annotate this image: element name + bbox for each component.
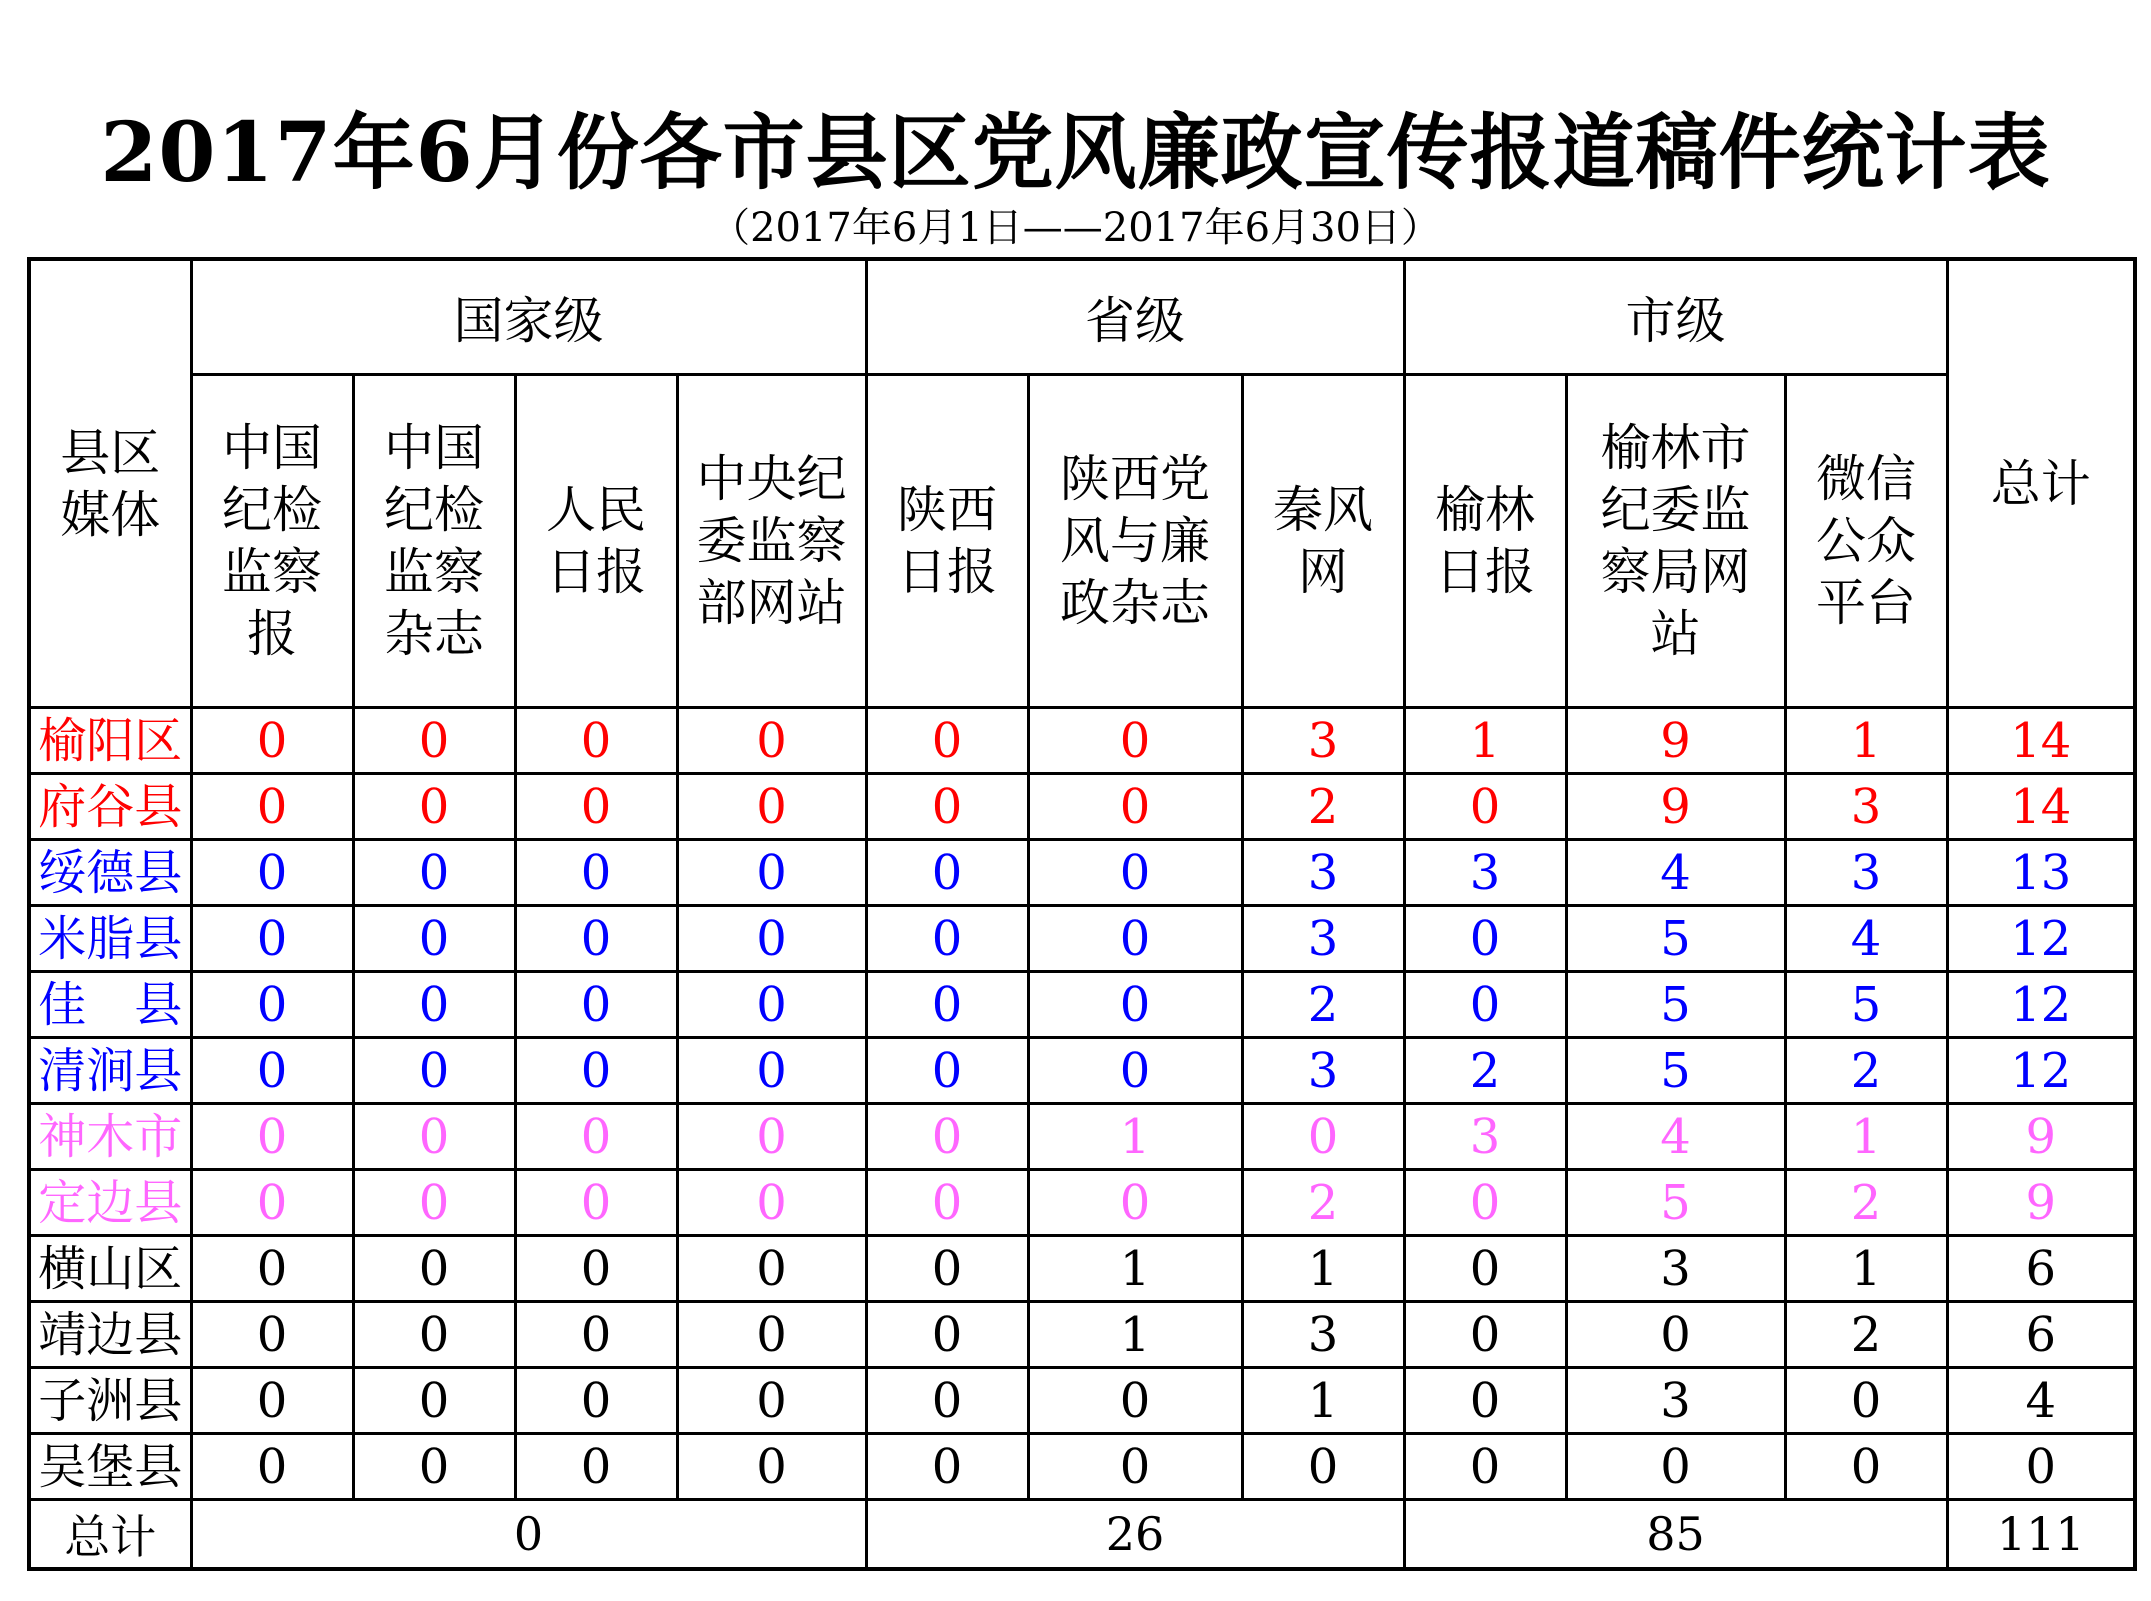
count-cell: 0 bbox=[191, 774, 353, 840]
row-total: 12 bbox=[1947, 1038, 2135, 1104]
row-total: 0 bbox=[1947, 1434, 2135, 1500]
table-row bbox=[29, 1434, 2135, 1500]
count-cell: 0 bbox=[1404, 1368, 1566, 1434]
count-cell: 0 bbox=[191, 1368, 353, 1434]
header-group-national: 国家级 bbox=[191, 259, 866, 375]
count-cell: 0 bbox=[1028, 972, 1242, 1038]
count-cell: 0 bbox=[866, 774, 1028, 840]
count-cell: 0 bbox=[1785, 1368, 1947, 1434]
count-cell: 1 bbox=[1028, 1302, 1242, 1368]
count-cell: 2 bbox=[1242, 774, 1404, 840]
count-cell: 0 bbox=[1028, 1170, 1242, 1236]
header-media-line: 日报 bbox=[546, 543, 646, 601]
header-media-line: 部网站 bbox=[696, 574, 847, 632]
table-row bbox=[29, 1170, 2135, 1236]
header-media-line: 纪委监 bbox=[1600, 481, 1751, 539]
header-media-line: 纪检 bbox=[222, 481, 322, 539]
count-cell: 0 bbox=[191, 1104, 353, 1170]
count-cell: 0 bbox=[353, 1170, 515, 1236]
count-cell: 0 bbox=[677, 1038, 866, 1104]
header-media-line: 日报 bbox=[1435, 543, 1536, 601]
count-cell: 0 bbox=[866, 1368, 1028, 1434]
table-row bbox=[29, 1104, 2135, 1170]
header-media-line: 站 bbox=[1650, 605, 1701, 663]
count-cell: 5 bbox=[1785, 972, 1947, 1038]
count-cell: 0 bbox=[677, 774, 866, 840]
count-cell: 2 bbox=[1785, 1038, 1947, 1104]
count-cell: 4 bbox=[1566, 840, 1785, 906]
count-cell: 0 bbox=[1028, 840, 1242, 906]
count-cell: 4 bbox=[1785, 906, 1947, 972]
count-cell: 0 bbox=[866, 1038, 1028, 1104]
count-cell: 0 bbox=[1404, 774, 1566, 840]
count-cell: 2 bbox=[1242, 972, 1404, 1038]
count-cell: 0 bbox=[1028, 774, 1242, 840]
header-media-line: 监察 bbox=[384, 543, 484, 601]
count-cell: 0 bbox=[1566, 1302, 1785, 1368]
header-media-line: 平台 bbox=[1816, 574, 1917, 632]
county-name: 定边县 bbox=[29, 1170, 191, 1236]
count-cell: 0 bbox=[1785, 1434, 1947, 1500]
header-media-1 bbox=[353, 375, 515, 708]
count-cell: 0 bbox=[353, 1236, 515, 1302]
count-cell: 0 bbox=[866, 840, 1028, 906]
count-cell: 0 bbox=[677, 708, 866, 774]
count-cell: 0 bbox=[191, 1236, 353, 1302]
count-cell: 0 bbox=[1404, 906, 1566, 972]
header-media-line: 公众 bbox=[1816, 512, 1917, 570]
count-cell: 5 bbox=[1566, 972, 1785, 1038]
count-cell: 0 bbox=[677, 1236, 866, 1302]
count-cell: 1 bbox=[1242, 1236, 1404, 1302]
date-range-subtitle: （2017年6月1日——2017年6月30日） bbox=[710, 205, 1441, 251]
table-row bbox=[29, 774, 2135, 840]
header-media-line: 报 bbox=[247, 605, 297, 663]
header-total: 总计 bbox=[1947, 259, 2135, 708]
subheader-row bbox=[29, 375, 2135, 708]
count-cell: 1 bbox=[1785, 1236, 1947, 1302]
count-cell: 0 bbox=[1242, 1104, 1404, 1170]
count-cell: 0 bbox=[515, 1368, 677, 1434]
count-cell: 0 bbox=[191, 1170, 353, 1236]
count-cell: 0 bbox=[677, 1302, 866, 1368]
count-cell: 0 bbox=[515, 1302, 677, 1368]
count-cell: 0 bbox=[1404, 1236, 1566, 1302]
count-cell: 3 bbox=[1404, 840, 1566, 906]
row-total: 9 bbox=[1947, 1170, 2135, 1236]
count-cell: 0 bbox=[353, 708, 515, 774]
header-media-line: 杂志 bbox=[384, 605, 484, 663]
county-name: 子洲县 bbox=[29, 1368, 191, 1434]
count-cell: 0 bbox=[1028, 1368, 1242, 1434]
count-cell: 2 bbox=[1785, 1170, 1947, 1236]
county-name: 府谷县 bbox=[29, 774, 191, 840]
header-media-5 bbox=[1028, 375, 1242, 708]
count-cell: 0 bbox=[353, 1302, 515, 1368]
header-media-line: 政杂志 bbox=[1060, 574, 1210, 632]
county-name: 佳 县 bbox=[29, 972, 191, 1038]
header-corner-line2: 媒体 bbox=[60, 485, 161, 544]
count-cell: 0 bbox=[191, 1038, 353, 1104]
table-body bbox=[29, 708, 2135, 1500]
header-group-city: 市级 bbox=[1404, 259, 1947, 375]
header-media-line: 中国 bbox=[384, 419, 484, 477]
header-media-line: 察局网 bbox=[1600, 543, 1751, 601]
count-cell: 0 bbox=[191, 840, 353, 906]
count-cell: 2 bbox=[1785, 1302, 1947, 1368]
header-county-media bbox=[29, 259, 191, 708]
count-cell: 0 bbox=[1404, 972, 1566, 1038]
count-cell: 0 bbox=[353, 774, 515, 840]
count-cell: 0 bbox=[866, 972, 1028, 1038]
row-total: 14 bbox=[1947, 708, 2135, 774]
count-cell: 0 bbox=[515, 840, 677, 906]
count-cell: 0 bbox=[1028, 1038, 1242, 1104]
count-cell: 0 bbox=[191, 708, 353, 774]
county-name: 神木市 bbox=[29, 1104, 191, 1170]
count-cell: 0 bbox=[353, 1368, 515, 1434]
count-cell: 0 bbox=[191, 972, 353, 1038]
header-media-line: 中央纪 bbox=[696, 450, 847, 508]
header-media-9 bbox=[1785, 375, 1947, 708]
count-cell: 0 bbox=[866, 906, 1028, 972]
header-media-line: 网 bbox=[1298, 543, 1348, 601]
count-cell: 1 bbox=[1242, 1368, 1404, 1434]
page-title: 2017年6月份各市县区党风廉政宣传报道稿件统计表 bbox=[100, 105, 2051, 201]
count-cell: 0 bbox=[515, 1038, 677, 1104]
header-media-line: 榆林 bbox=[1435, 481, 1536, 539]
count-cell: 0 bbox=[1566, 1434, 1785, 1500]
row-total: 9 bbox=[1947, 1104, 2135, 1170]
table-row bbox=[29, 708, 2135, 774]
header-media-line: 纪检 bbox=[384, 481, 484, 539]
count-cell: 3 bbox=[1242, 840, 1404, 906]
county-name: 榆阳区 bbox=[29, 708, 191, 774]
header-media-2 bbox=[515, 375, 677, 708]
count-cell: 0 bbox=[1404, 1434, 1566, 1500]
count-cell: 0 bbox=[191, 906, 353, 972]
count-cell: 0 bbox=[353, 1434, 515, 1500]
count-cell: 0 bbox=[677, 972, 866, 1038]
count-cell: 2 bbox=[1242, 1170, 1404, 1236]
header-media-3 bbox=[677, 375, 866, 708]
count-cell: 9 bbox=[1566, 774, 1785, 840]
count-cell: 0 bbox=[353, 1038, 515, 1104]
count-cell: 0 bbox=[866, 1434, 1028, 1500]
count-cell: 0 bbox=[515, 906, 677, 972]
row-total: 12 bbox=[1947, 972, 2135, 1038]
table-row bbox=[29, 972, 2135, 1038]
count-cell: 2 bbox=[1404, 1038, 1566, 1104]
count-cell: 0 bbox=[515, 1236, 677, 1302]
header-media-line: 榆林市 bbox=[1600, 419, 1751, 477]
count-cell: 0 bbox=[1028, 906, 1242, 972]
count-cell: 0 bbox=[866, 1170, 1028, 1236]
count-cell: 5 bbox=[1566, 906, 1785, 972]
count-cell: 0 bbox=[515, 972, 677, 1038]
table-row bbox=[29, 1236, 2135, 1302]
count-cell: 0 bbox=[1242, 1434, 1404, 1500]
header-corner-line1: 县区 bbox=[60, 423, 161, 482]
header-media-line: 日报 bbox=[897, 543, 997, 601]
total-provincial: 26 bbox=[866, 1500, 1404, 1570]
count-cell: 3 bbox=[1566, 1236, 1785, 1302]
row-total: 13 bbox=[1947, 840, 2135, 906]
count-cell: 1 bbox=[1028, 1236, 1242, 1302]
header-media-line: 秦风 bbox=[1273, 481, 1373, 539]
count-cell: 0 bbox=[677, 1434, 866, 1500]
count-cell: 0 bbox=[191, 1302, 353, 1368]
total-national: 0 bbox=[191, 1500, 866, 1570]
table-row bbox=[29, 1368, 2135, 1434]
header-media-line: 微信 bbox=[1816, 450, 1917, 508]
row-total: 14 bbox=[1947, 774, 2135, 840]
county-name: 绥德县 bbox=[29, 840, 191, 906]
header-group-provincial: 省级 bbox=[866, 259, 1404, 375]
statistics-table bbox=[27, 257, 2137, 1571]
header-media-line: 陕西 bbox=[897, 481, 997, 539]
row-total: 4 bbox=[1947, 1368, 2135, 1434]
count-cell: 0 bbox=[866, 1104, 1028, 1170]
count-cell: 0 bbox=[866, 1302, 1028, 1368]
total-row-label: 总计 bbox=[29, 1500, 191, 1570]
count-cell: 0 bbox=[353, 840, 515, 906]
county-name: 吴堡县 bbox=[29, 1434, 191, 1500]
count-cell: 1 bbox=[1028, 1104, 1242, 1170]
header-media-8 bbox=[1566, 375, 1785, 708]
count-cell: 0 bbox=[1028, 708, 1242, 774]
count-cell: 0 bbox=[677, 1368, 866, 1434]
count-cell: 0 bbox=[1404, 1302, 1566, 1368]
county-name: 清涧县 bbox=[29, 1038, 191, 1104]
header-media-line: 监察 bbox=[222, 543, 322, 601]
count-cell: 0 bbox=[677, 840, 866, 906]
count-cell: 3 bbox=[1242, 708, 1404, 774]
count-cell: 0 bbox=[515, 1170, 677, 1236]
count-cell: 0 bbox=[515, 774, 677, 840]
header-media-7 bbox=[1404, 375, 1566, 708]
count-cell: 0 bbox=[353, 906, 515, 972]
row-total: 6 bbox=[1947, 1236, 2135, 1302]
table-row bbox=[29, 1302, 2135, 1368]
count-cell: 1 bbox=[1785, 708, 1947, 774]
count-cell: 0 bbox=[353, 1104, 515, 1170]
row-total: 12 bbox=[1947, 906, 2135, 972]
count-cell: 0 bbox=[1404, 1170, 1566, 1236]
count-cell: 0 bbox=[353, 972, 515, 1038]
count-cell: 1 bbox=[1785, 1104, 1947, 1170]
table-row bbox=[29, 1038, 2135, 1104]
county-name: 横山区 bbox=[29, 1236, 191, 1302]
header-media-line: 中国 bbox=[222, 419, 322, 477]
header-media-line: 委监察 bbox=[696, 512, 847, 570]
count-cell: 3 bbox=[1404, 1104, 1566, 1170]
count-cell: 3 bbox=[1785, 840, 1947, 906]
count-cell: 0 bbox=[1028, 1434, 1242, 1500]
grand-total: 111 bbox=[1947, 1500, 2135, 1570]
county-name: 米脂县 bbox=[29, 906, 191, 972]
count-cell: 4 bbox=[1566, 1104, 1785, 1170]
header-media-line: 人民 bbox=[546, 481, 646, 539]
total-row bbox=[29, 1500, 2135, 1570]
count-cell: 0 bbox=[677, 1104, 866, 1170]
header-media-line: 陕西党 bbox=[1060, 450, 1210, 508]
count-cell: 0 bbox=[515, 1104, 677, 1170]
county-name: 靖边县 bbox=[29, 1302, 191, 1368]
count-cell: 1 bbox=[1404, 708, 1566, 774]
header-media-line: 风与廉 bbox=[1060, 512, 1210, 570]
count-cell: 0 bbox=[677, 1170, 866, 1236]
count-cell: 9 bbox=[1566, 708, 1785, 774]
header-media-6 bbox=[1242, 375, 1404, 708]
count-cell: 0 bbox=[515, 708, 677, 774]
count-cell: 0 bbox=[866, 1236, 1028, 1302]
count-cell: 3 bbox=[1566, 1368, 1785, 1434]
count-cell: 3 bbox=[1242, 906, 1404, 972]
count-cell: 5 bbox=[1566, 1038, 1785, 1104]
header-media-4 bbox=[866, 375, 1028, 708]
count-cell: 0 bbox=[677, 906, 866, 972]
count-cell: 0 bbox=[515, 1434, 677, 1500]
table-row bbox=[29, 906, 2135, 972]
row-total: 6 bbox=[1947, 1302, 2135, 1368]
count-cell: 5 bbox=[1566, 1170, 1785, 1236]
count-cell: 0 bbox=[866, 708, 1028, 774]
count-cell: 3 bbox=[1785, 774, 1947, 840]
header-media-0 bbox=[191, 375, 353, 708]
table-row bbox=[29, 840, 2135, 906]
total-city: 85 bbox=[1404, 1500, 1947, 1570]
count-cell: 3 bbox=[1242, 1038, 1404, 1104]
count-cell: 3 bbox=[1242, 1302, 1404, 1368]
count-cell: 0 bbox=[191, 1434, 353, 1500]
